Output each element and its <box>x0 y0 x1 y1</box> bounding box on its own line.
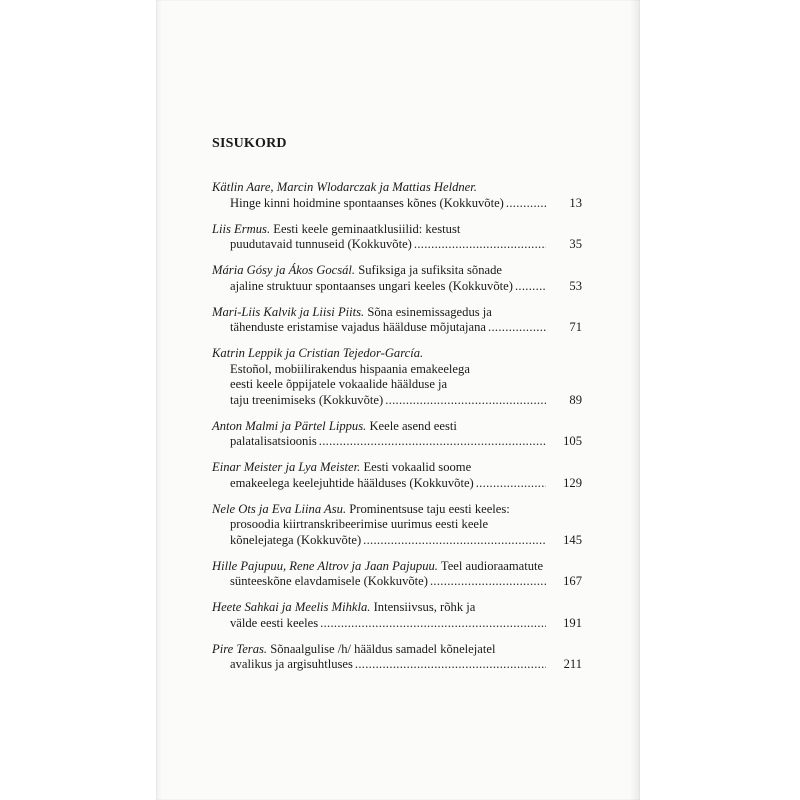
page-number: 13 <box>569 195 582 210</box>
leader-dots <box>506 196 546 212</box>
page-number: 105 <box>563 434 582 448</box>
entry-last-line <box>212 320 582 336</box>
toc-heading: SISUKORD <box>212 136 287 151</box>
toc-entry <box>212 305 582 336</box>
entry-title-start: Teel audioraamatute <box>440 558 544 573</box>
leader-dots <box>363 533 546 549</box>
toc-entry <box>212 346 582 408</box>
entry-title-start: Sõna esinemissagedus ja <box>367 304 492 319</box>
entry-first-line <box>212 263 582 279</box>
entry-title-end: taju treenimiseks (Kokkuvõte) <box>230 392 384 407</box>
entry-title-line: prosoodia kiirtranskribeerimise uurimus eesti keele <box>230 517 489 531</box>
entry-first-line <box>212 502 582 518</box>
entry-title-start: Keele asend eesti <box>369 418 457 433</box>
entry-last-line <box>212 574 582 590</box>
entry-first-line <box>212 559 582 575</box>
entry-title-start: Sõnaalgulise /h/ hääldus samadel kõnelejatel <box>270 641 496 656</box>
leader-dots <box>320 616 546 632</box>
leader-dots <box>414 237 546 253</box>
entry-authors: Kätlin Aare, Marcin Wlodarczak ja Mattias Heldner. <box>212 180 477 194</box>
entry-first-line <box>212 600 582 616</box>
entry-title-end: puudutavaid tunnuseid (Kokkuvõte) <box>230 237 412 251</box>
entry-last-line <box>212 434 582 450</box>
table-of-contents <box>212 180 582 683</box>
entry-authors: Liis Ermus. <box>212 221 271 236</box>
entry-first-line <box>212 419 582 435</box>
entry-title-line: eesti keele õppijatele vokaalide häälduse ja <box>230 377 448 391</box>
entry-last-line <box>212 533 582 549</box>
toc-entry <box>212 502 582 549</box>
leader-dots <box>355 657 546 673</box>
entry-first-line <box>212 642 582 658</box>
leader-dots <box>515 279 546 295</box>
leader-dots <box>476 476 546 492</box>
entry-title-start: Eesti keele geminaatklusiilid: kestust <box>273 221 461 236</box>
entry-authors: Heete Sahkai ja Meelis Mihkla. <box>212 600 371 614</box>
entry-first-line <box>212 222 582 238</box>
entry-title-end: emakeelega keelejuhtide hääldusеs (Kokkuvõte) <box>230 475 474 490</box>
entry-authors: Nele Ots ja Eva Liina Asu. <box>212 501 347 516</box>
entry-title-end: kõnelejatega (Kokkuvõte) <box>230 532 362 547</box>
page-number: 129 <box>563 475 582 490</box>
page-edge-left <box>156 0 162 800</box>
entry-first-line <box>212 346 582 362</box>
page-number: 35 <box>569 237 582 251</box>
leader-dots <box>319 434 546 450</box>
entry-title-end: Hinge kinni hoidmine spontaanses kõnes (Kokkuvõte) <box>230 195 504 210</box>
page-number: 89 <box>569 392 582 407</box>
entry-last-line <box>212 279 582 295</box>
page-number: 53 <box>569 278 582 293</box>
leader-dots <box>488 320 546 336</box>
entry-title-end: sünteeskõne elavdamisele (Kokkuvõte) <box>230 574 428 588</box>
entry-last-line <box>212 237 582 253</box>
entry-authors: Mária Gósy ja Ákos Gocsál. <box>212 263 356 277</box>
entry-last-line <box>212 476 582 492</box>
page-number: 191 <box>563 615 582 630</box>
toc-entry <box>212 419 582 450</box>
entry-last-line <box>212 196 582 212</box>
entry-first-line <box>212 460 582 476</box>
toc-entry <box>212 222 582 253</box>
entry-title-end: välde eesti keeles <box>230 615 319 630</box>
entry-last-line <box>212 657 582 673</box>
entry-authors: Mari-Liis Kalvik ja Liisi Piits. <box>212 304 365 319</box>
toc-entry <box>212 559 582 590</box>
entry-title-start: Sufiksiga ja sufiksita sõnade <box>358 263 502 277</box>
toc-entry <box>212 600 582 631</box>
entry-authors: Anton Malmi ja Pärtel Lippus. <box>212 418 367 433</box>
leader-dots <box>430 574 546 590</box>
entry-title-start: Eesti vokaalid soome <box>363 460 472 474</box>
toc-entry <box>212 460 582 491</box>
page-number: 211 <box>563 657 582 671</box>
entry-title-start: Prominentsuse taju eesti keeles: <box>349 501 510 516</box>
entry-title-line: Estoñol, mobiilirakendus hispaania emakeelega <box>230 361 470 376</box>
leader-dots <box>385 393 546 409</box>
page-number: 71 <box>569 320 582 334</box>
entry-authors: Einar Meister ja Lya Meister. <box>212 460 361 474</box>
entry-title-end: palatalisatsioonis <box>230 434 317 448</box>
entry-authors: Pire Teras. <box>212 641 268 656</box>
toc-entry <box>212 263 582 294</box>
page-number: 167 <box>563 574 582 588</box>
toc-entry <box>212 642 582 673</box>
entry-title-end: ajaline struktuur spontaanses ungari keeles (Kokkuvõte) <box>230 278 513 293</box>
page-edge-right <box>630 0 640 800</box>
entry-title-end: tähenduste eristamise vajadus hääldusе mõjutajana <box>230 320 486 334</box>
entry-title-end: avalikus ja argisuhtluses <box>230 657 353 671</box>
entry-first-line <box>212 180 582 196</box>
page-number: 145 <box>563 532 582 547</box>
entry-authors: Hille Pajupuu, Rene Altrov ja Jaan Pajupuu. <box>212 558 438 573</box>
entry-authors: Katrin Leppik ja Cristian Tejedor-García. <box>212 346 424 360</box>
entry-title-start: Intensiivsus, rõhk ja <box>373 600 476 614</box>
toc-entry <box>212 180 582 211</box>
entry-last-line <box>212 616 582 632</box>
entry-first-line <box>212 305 582 321</box>
entry-last-line <box>212 393 582 409</box>
